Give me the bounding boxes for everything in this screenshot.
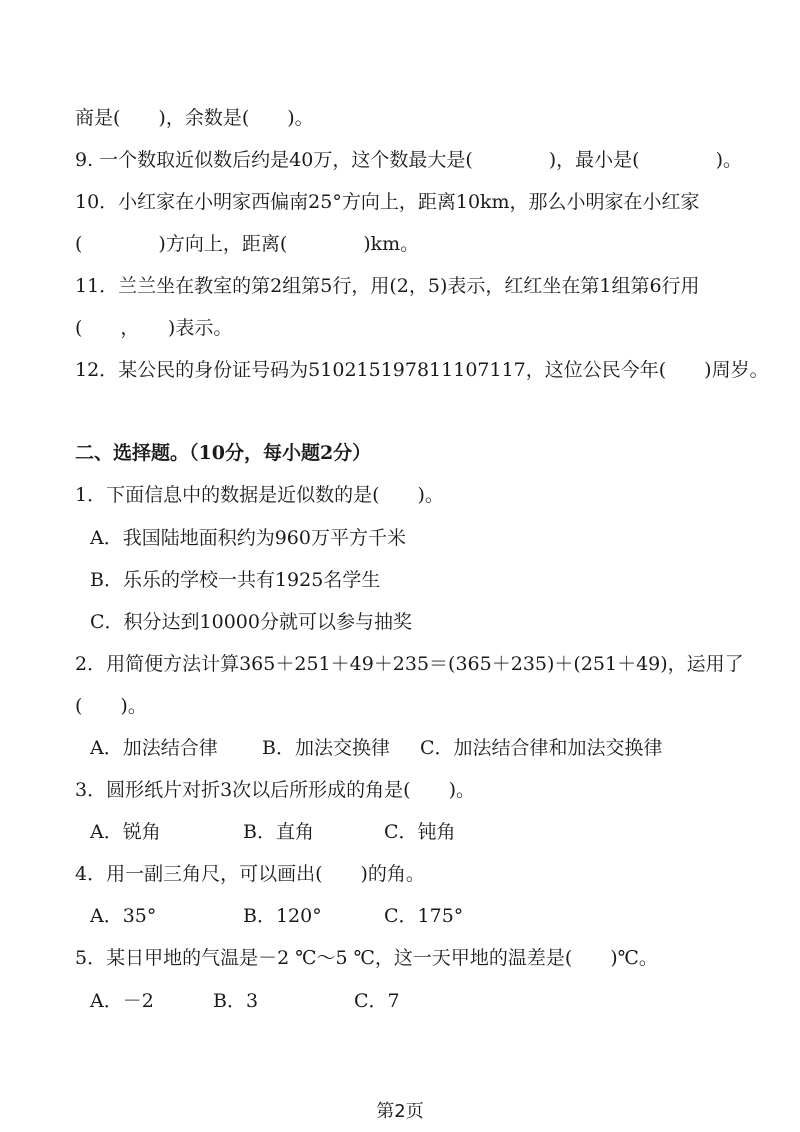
choice-q5-option-a: A．－2	[90, 990, 154, 1012]
choice-q2-option-a: A．加法结合律	[90, 737, 218, 759]
choice-q4-option-a: A．35°	[90, 905, 157, 927]
choice-q1: 1．下面信息中的数据是近似数的是( )。	[75, 484, 444, 506]
q8-continuation: 商是( )，余数是( )。	[75, 107, 314, 129]
choice-q2: 2．用简便方法计算365＋251＋49＋235＝(365＋235)＋(251＋49)，运用了	[75, 653, 744, 675]
choice-q3-option-c: C．钝角	[384, 821, 456, 843]
choice-q5: 5．某日甲地的气温是－2 ℃～5 ℃，这一天甲地的温差是( )℃。	[75, 947, 658, 969]
choice-q2-option-b: B．加法交换律	[262, 737, 390, 759]
choice-q1-option-c: C．积分达到10000分就可以参与抽奖	[90, 611, 412, 633]
choice-q4-option-b: B．120°	[243, 905, 322, 927]
choice-q2-option-c: C．加法结合律和加法交换律	[420, 737, 663, 759]
q10-continuation: ( )方向上，距离( )km。	[75, 233, 420, 255]
choice-q3: 3．圆形纸片对折3次以后所形成的角是( )。	[75, 779, 476, 801]
choice-q3-option-a: A．锐角	[90, 821, 161, 843]
choice-q4: 4．用一副三角尺，可以画出( )的角。	[75, 863, 425, 885]
choice-q3-option-b: B．直角	[243, 821, 314, 843]
choice-q5-option-b: B．3	[213, 990, 259, 1012]
q12: 12．某公民的身份证号码为510215197811107117，这位公民今年( )周岁。	[75, 359, 769, 381]
choice-q4-option-c: C．175°	[384, 905, 464, 927]
choice-q1-option-a: A．我国陆地面积约为960万平方千米	[90, 527, 406, 549]
choice-q1-option-b: B．乐乐的学校一共有1925名学生	[90, 569, 381, 591]
page-number: 第2页	[376, 1101, 424, 1122]
choice-q2-continuation: ( )。	[75, 695, 147, 717]
q11-continuation: ( ， )表示。	[75, 317, 233, 339]
section-heading: 二、选择题。（10分，每小题2分）	[75, 442, 372, 464]
q9: 9. 一个数取近似数后约是40万，这个数最大是( )，最小是( )。	[75, 149, 742, 171]
choice-q5-option-c: C．7	[354, 990, 400, 1012]
q10: 10．小红家在小明家西偏南25°方向上，距离10km，那么小明家在小红家	[75, 191, 700, 213]
q11: 11．兰兰坐在教室的第2组第5行，用(2，5)表示，红红坐在第1组第6行用	[75, 275, 700, 297]
